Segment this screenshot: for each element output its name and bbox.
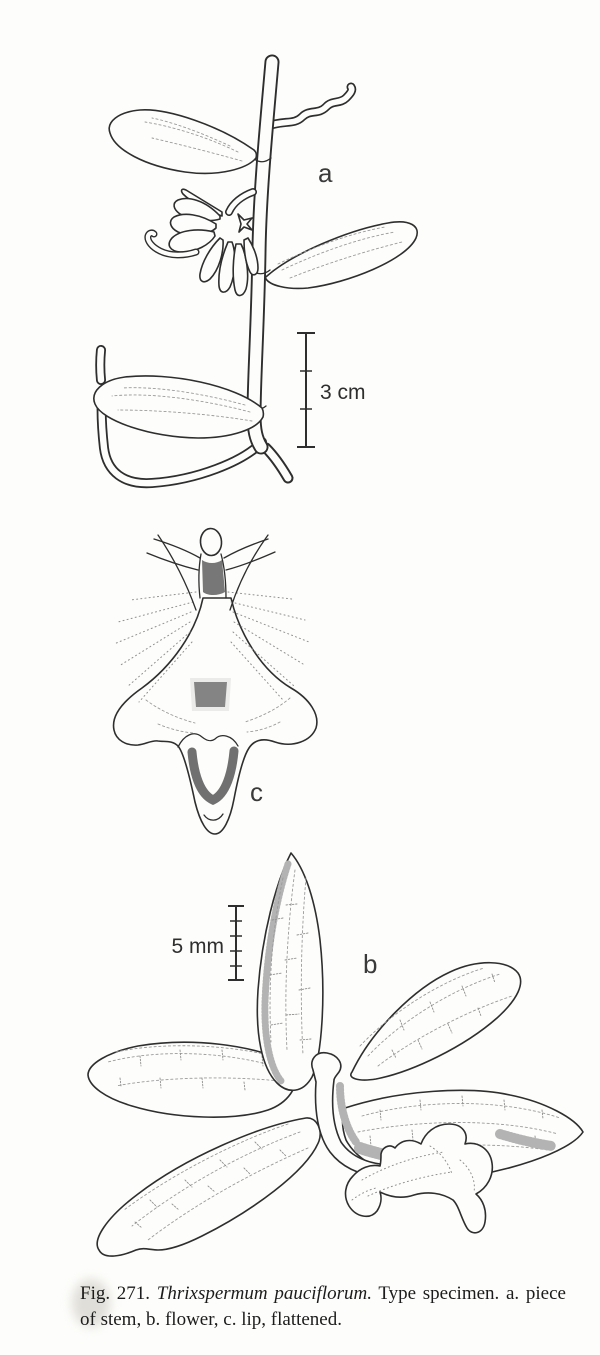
- leaf-right: [266, 222, 418, 289]
- dorsal-sepal: [257, 853, 323, 1090]
- anther-cap: [200, 528, 223, 556]
- root-top-right: [268, 87, 352, 126]
- flower-bud-cluster: [148, 189, 258, 295]
- scale-bar-3cm: [297, 333, 366, 447]
- petal-upper-right: [351, 963, 521, 1080]
- lateral-sepal-left: [97, 1118, 320, 1256]
- leaf-lower-left: [94, 376, 264, 438]
- caption-description: Type specimen. a. piece of stem, b. flower, c. lip, flattened.: [80, 1283, 566, 1331]
- panel-c-lip-drawing: [114, 528, 317, 834]
- panel-a-label: a: [318, 158, 333, 188]
- lip-center-callus: [194, 682, 227, 707]
- panel-c-label: c: [250, 777, 263, 807]
- caption-species-name: Thrixspermum pauciflorum.: [156, 1283, 372, 1304]
- leaf-upper-left: [109, 110, 256, 174]
- scale-bar-5mm-label: 5 mm: [171, 935, 224, 958]
- root-stub-bottom: [266, 448, 288, 478]
- scale-bar-5mm: [172, 906, 245, 980]
- panel-b-flower-drawing: [88, 853, 583, 1256]
- caption-figure-number: Fig. 271.: [80, 1283, 157, 1304]
- lip-claw-shading: [202, 560, 225, 595]
- panel-a-stem-drawing: [94, 62, 417, 483]
- scale-bar-3cm-label: 3 cm: [320, 381, 366, 404]
- figure-caption: [80, 1281, 566, 1333]
- panel-b-label: b: [363, 949, 378, 979]
